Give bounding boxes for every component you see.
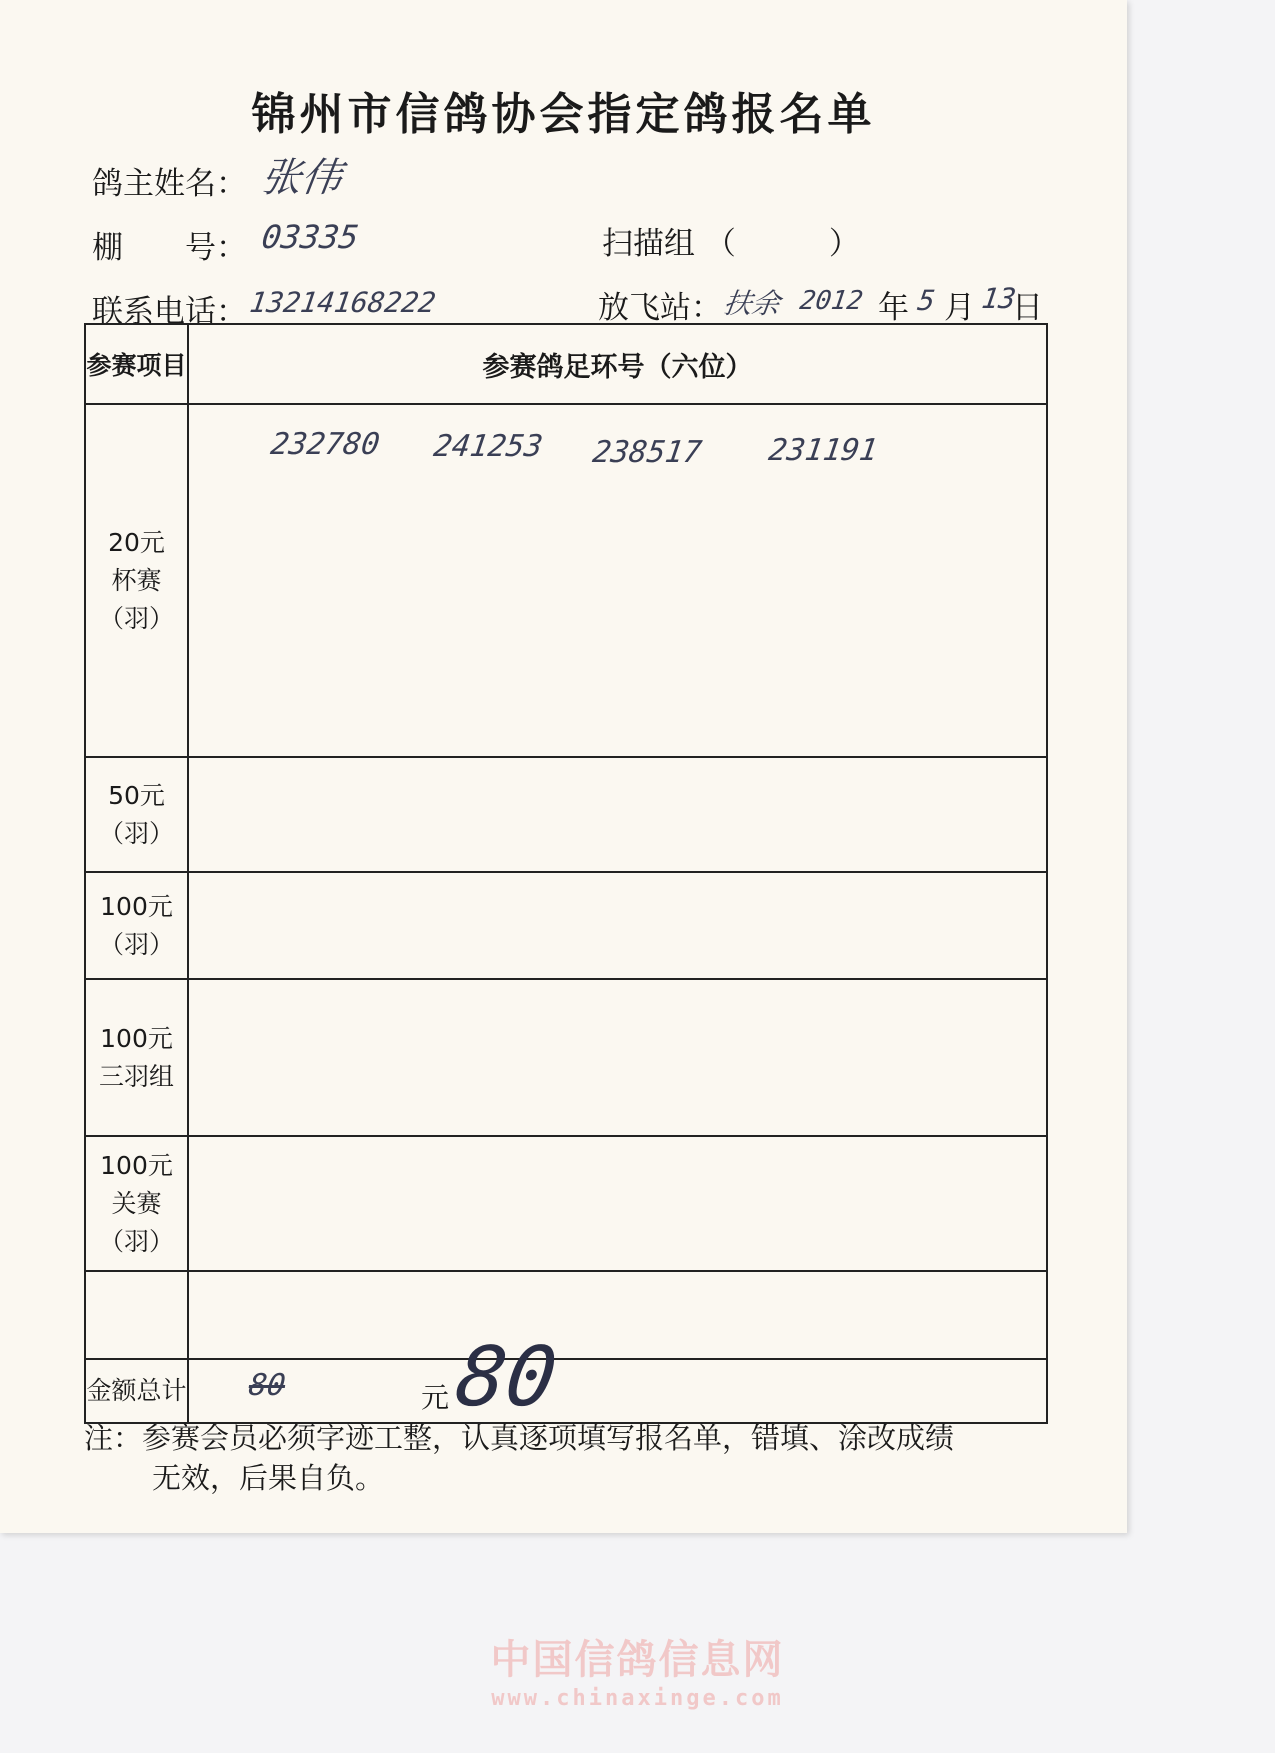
- table-row: [85, 979, 1047, 1136]
- day-char: 日: [1012, 290, 1043, 326]
- row-label-cup-20: 20元 杯赛 （羽）: [85, 404, 188, 757]
- release-day-value: 13: [979, 282, 1019, 315]
- ring-numbers-cell: [188, 979, 1047, 1136]
- form-title: 锦州市信鸽协会指定鸽报名单: [251, 89, 876, 140]
- footnote-line-1: 注：参赛会员必须字迹工整，认真逐项填写报名单，错填、涂改成绩: [84, 1421, 955, 1455]
- footnote: [84, 1418, 1064, 1498]
- release-month-value: 5: [915, 284, 938, 317]
- owner-name-label: 鸽主姓名：: [92, 166, 247, 202]
- ring-numbers-cell: [188, 757, 1047, 872]
- table-row: [85, 757, 1047, 872]
- release-place-value: 扶余: [721, 287, 783, 320]
- ring-number: 238517: [590, 435, 704, 470]
- loft-number-label: 棚 号：: [92, 230, 247, 266]
- row-label-100-three: 100元 三羽组: [85, 979, 188, 1136]
- total-value: 80: [450, 1330, 563, 1425]
- total-cell: [188, 1330, 1047, 1425]
- release-year-value: 2012: [797, 286, 865, 316]
- ring-number: 241253: [431, 429, 545, 464]
- row-label-100: 100元 （羽）: [85, 872, 188, 979]
- table-row: [85, 404, 1047, 757]
- ring-number: 232780: [268, 427, 382, 462]
- ring-numbers-cell: [188, 872, 1047, 979]
- row-label-50: 50元 （羽）: [85, 757, 188, 872]
- owner-name-value: 张伟: [258, 155, 345, 201]
- total-label: 金额总计: [85, 1359, 188, 1423]
- header-ring-numbers: 参赛鸽足环号（六位）: [188, 324, 1047, 404]
- table-row: [85, 1136, 1047, 1271]
- watermark-text: 中国信鸽信息网: [490, 1637, 785, 1683]
- scan-group-label: 扫描组 （ ）: [602, 226, 860, 262]
- ring-numbers-cell: [188, 1271, 1047, 1359]
- table-header-row: [85, 324, 1047, 404]
- year-char: 年: [878, 290, 909, 326]
- ring-numbers-cell: [188, 404, 1047, 757]
- watermark-url: www.chinaxinge.com: [491, 1686, 784, 1711]
- phone-label: 联系电话：: [92, 294, 247, 330]
- total-unit: 元: [421, 1381, 450, 1414]
- phone-value: 13214168222: [247, 286, 438, 319]
- table-row: [85, 872, 1047, 979]
- month-char: 月: [944, 290, 975, 326]
- footnote-line-2: 无效，后果自负。: [152, 1461, 385, 1495]
- table-row: [85, 1271, 1047, 1359]
- total-row: [85, 1359, 1047, 1423]
- ring-numbers-cell: [188, 1136, 1047, 1271]
- release-station-label: 放飞站：: [598, 290, 722, 326]
- row-label-empty: [85, 1271, 188, 1359]
- ring-number: 231191: [766, 433, 880, 468]
- loft-number-value: 03335: [259, 218, 361, 256]
- row-label-100-gate: 100元 关赛 （羽）: [85, 1136, 188, 1271]
- entry-table: [84, 323, 1048, 1424]
- header-event: 参赛项目: [85, 324, 188, 404]
- total-struck-value: 80: [246, 1368, 288, 1403]
